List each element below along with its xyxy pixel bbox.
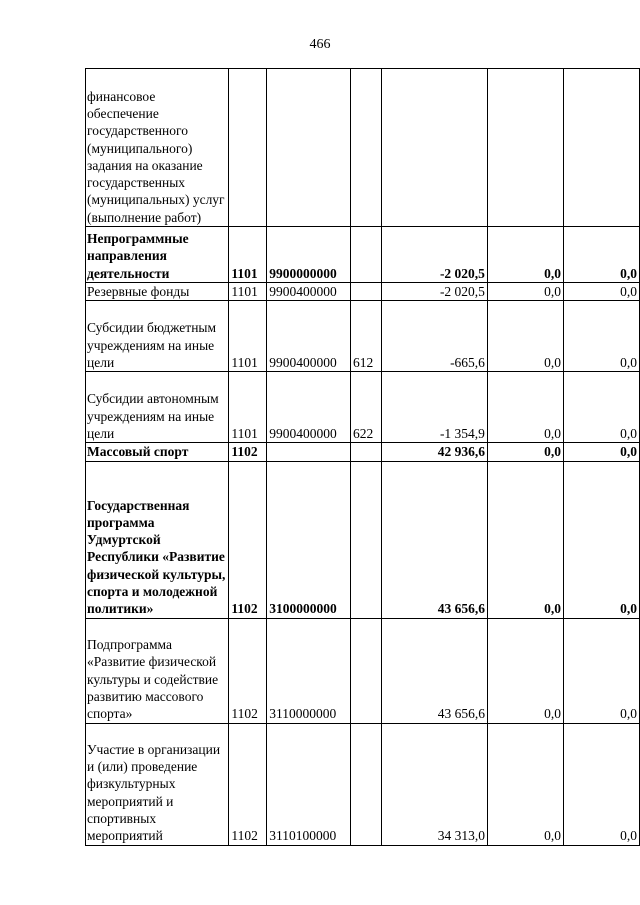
- row-section-code-cell: [229, 69, 267, 227]
- row-amount-1-cell: [381, 69, 487, 227]
- row-name-cell: Субсидии бюджетным учреждениям на иные цели: [86, 301, 229, 372]
- table-row: [86, 372, 640, 443]
- row-amount-1-cell: -2 020,5: [381, 283, 487, 301]
- row-section-code-cell: 1102: [229, 723, 267, 845]
- row-amount-2-cell: 0,0: [487, 618, 563, 723]
- row-target-article-cell: 3100000000: [267, 461, 351, 618]
- row-amount-2-cell: 0,0: [487, 443, 563, 461]
- row-section-code-cell: 1102: [229, 461, 267, 618]
- row-expense-type-cell: [351, 461, 382, 618]
- table-row: [86, 283, 640, 301]
- row-amount-2-cell: 0,0: [487, 461, 563, 618]
- table-row: [86, 69, 640, 227]
- row-name-cell: Субсидии автономным учреждениям на иные цели: [86, 372, 229, 443]
- row-amount-3-cell: 0,0: [563, 461, 639, 618]
- row-target-article-cell: 9900400000: [267, 283, 351, 301]
- row-section-code-cell: 1101: [229, 283, 267, 301]
- row-expense-type-cell: 622: [351, 372, 382, 443]
- row-amount-2-cell: 0,0: [487, 227, 563, 283]
- row-amount-1-cell: 42 936,6: [381, 443, 487, 461]
- row-expense-type-cell: [351, 69, 382, 227]
- row-name-cell: Государственная программа Удмуртской Республики «Развитие физической культуры, спорта и молодежной политики»: [86, 461, 229, 618]
- row-amount-1-cell: -1 354,9: [381, 372, 487, 443]
- row-target-article-cell: 3110000000: [267, 618, 351, 723]
- row-section-code-cell: 1101: [229, 301, 267, 372]
- row-amount-3-cell: 0,0: [563, 301, 639, 372]
- row-amount-2-cell: 0,0: [487, 723, 563, 845]
- row-amount-1-cell: -665,6: [381, 301, 487, 372]
- row-amount-2-cell: 0,0: [487, 283, 563, 301]
- table-row: [86, 443, 640, 461]
- row-amount-1-cell: 34 313,0: [381, 723, 487, 845]
- row-expense-type-cell: 612: [351, 301, 382, 372]
- row-name-cell: Участие в организации и (или) проведение физкультурных мероприятий и спортивных мероприятий: [86, 723, 229, 845]
- row-amount-3-cell: 0,0: [563, 372, 639, 443]
- row-expense-type-cell: [351, 227, 382, 283]
- row-amount-3-cell: 0,0: [563, 227, 639, 283]
- table-row: [86, 723, 640, 845]
- row-name-cell: Резервные фонды: [86, 283, 229, 301]
- row-name-cell: Массовый спорт: [86, 443, 229, 461]
- row-amount-3-cell: 0,0: [563, 443, 639, 461]
- row-section-code-cell: 1102: [229, 618, 267, 723]
- row-amount-2-cell: [487, 69, 563, 227]
- row-amount-1-cell: 43 656,6: [381, 461, 487, 618]
- page-number: 466: [309, 37, 331, 52]
- row-amount-3-cell: 0,0: [563, 283, 639, 301]
- row-target-article-cell: 9900400000: [267, 372, 351, 443]
- row-expense-type-cell: [351, 283, 382, 301]
- row-target-article-cell: 9900400000: [267, 301, 351, 372]
- row-amount-3-cell: [563, 69, 639, 227]
- row-name-cell: Непрограммные направления деятельности: [86, 227, 229, 283]
- row-section-code-cell: 1101: [229, 372, 267, 443]
- row-amount-3-cell: 0,0: [563, 618, 639, 723]
- table-row: [86, 301, 640, 372]
- budget-table: [85, 68, 640, 846]
- row-target-article-cell: [267, 69, 351, 227]
- row-expense-type-cell: [351, 443, 382, 461]
- row-expense-type-cell: [351, 723, 382, 845]
- row-expense-type-cell: [351, 618, 382, 723]
- table-row: [86, 227, 640, 283]
- row-amount-2-cell: 0,0: [487, 301, 563, 372]
- row-amount-2-cell: 0,0: [487, 372, 563, 443]
- row-target-article-cell: 9900000000: [267, 227, 351, 283]
- row-target-article-cell: 3110100000: [267, 723, 351, 845]
- row-amount-1-cell: -2 020,5: [381, 227, 487, 283]
- row-section-code-cell: 1101: [229, 227, 267, 283]
- budget-table-body: [86, 69, 640, 846]
- row-amount-3-cell: 0,0: [563, 723, 639, 845]
- table-row: [86, 618, 640, 723]
- row-section-code-cell: 1102: [229, 443, 267, 461]
- row-amount-1-cell: 43 656,6: [381, 618, 487, 723]
- table-row: [86, 461, 640, 618]
- row-name-cell: финансовое обеспечение государственного (муниципального) задания на оказание государственных (муниципальных) услуг (выполнение работ): [86, 69, 229, 227]
- row-target-article-cell: [267, 443, 351, 461]
- row-name-cell: Подпрограмма «Развитие физической культуры и содействие развитию массового спорта»: [86, 618, 229, 723]
